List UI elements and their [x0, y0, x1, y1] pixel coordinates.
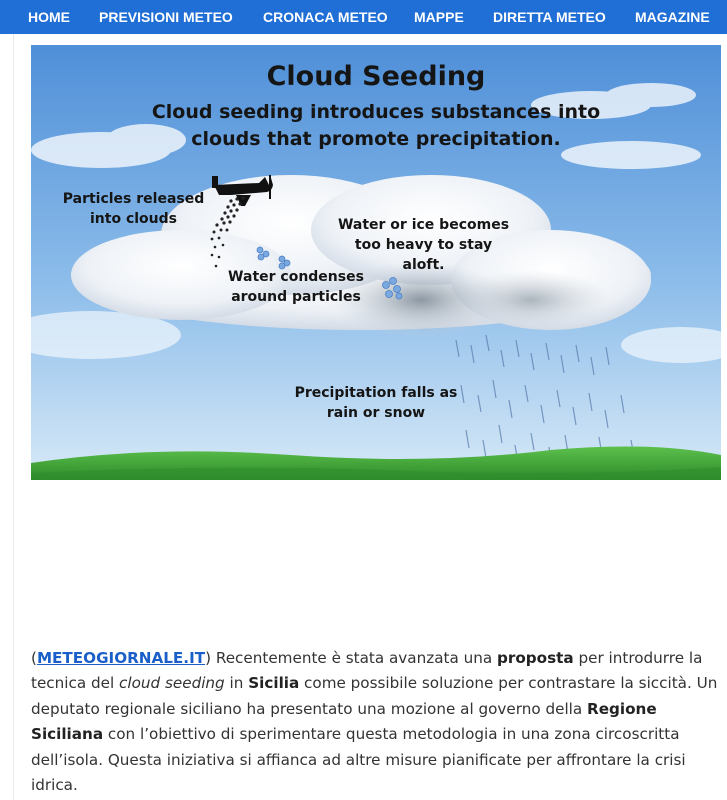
source-link[interactable]: METEOGIORNALE.IT — [36, 649, 206, 667]
nav-mappe[interactable]: MAPPE — [414, 9, 464, 25]
nav-diretta-meteo[interactable]: DIRETTA METEO — [493, 9, 606, 25]
bold-term-proposta: proposta — [497, 649, 574, 667]
cloud-seeding-infographic — [31, 45, 721, 480]
nav-cronaca-meteo[interactable]: CRONACA METEO — [263, 9, 388, 25]
label-water-condenses: Water condenses around particles — [228, 269, 364, 305]
label-precipitation-falls: Precipitation falls as rain or snow — [294, 385, 458, 421]
article-paragraph — [31, 646, 721, 798]
bold-term-sicilia: Sicilia — [248, 674, 300, 693]
label-particles-released: Particles released into clouds — [62, 191, 205, 227]
label-water-too-heavy: Water or ice becomes too heavy to stay aloft. — [337, 217, 510, 273]
text-segment: per introdurre la tecnica del — [31, 649, 703, 693]
text-segment: in — [224, 674, 249, 693]
infographic-title: Cloud Seeding — [266, 61, 486, 92]
bold-term-regione-siciliana: Regione Siciliana — [31, 699, 657, 744]
open-paren: ( — [31, 649, 37, 667]
nav-home[interactable]: HOME — [28, 9, 70, 25]
text-segment: come possibile soluzione per contrastare la siccità. Un deputato regionale siciliano ha presentato una mozione al governo della — [31, 674, 718, 718]
text-segment: con l’obiettivo di sperimentare questa metodologia in una zona circoscritta dell’isola. Questa iniziativa si affianca ad altre misure pianificate per affrontare la crisi idrica. — [31, 725, 686, 795]
infographic-subtitle: Cloud seeding introduces substances into clouds that promote precipitation. — [151, 101, 601, 150]
main-navigation — [0, 0, 727, 34]
left-margin — [0, 34, 14, 800]
nav-previsioni-meteo[interactable]: PREVISIONI METEO — [99, 9, 233, 25]
text-segment: ) Recentemente è stata avanzata una — [205, 649, 497, 667]
italic-term-cloud-seeding: cloud seeding — [119, 674, 225, 693]
nav-magazine[interactable]: MAGAZINE — [635, 9, 710, 25]
